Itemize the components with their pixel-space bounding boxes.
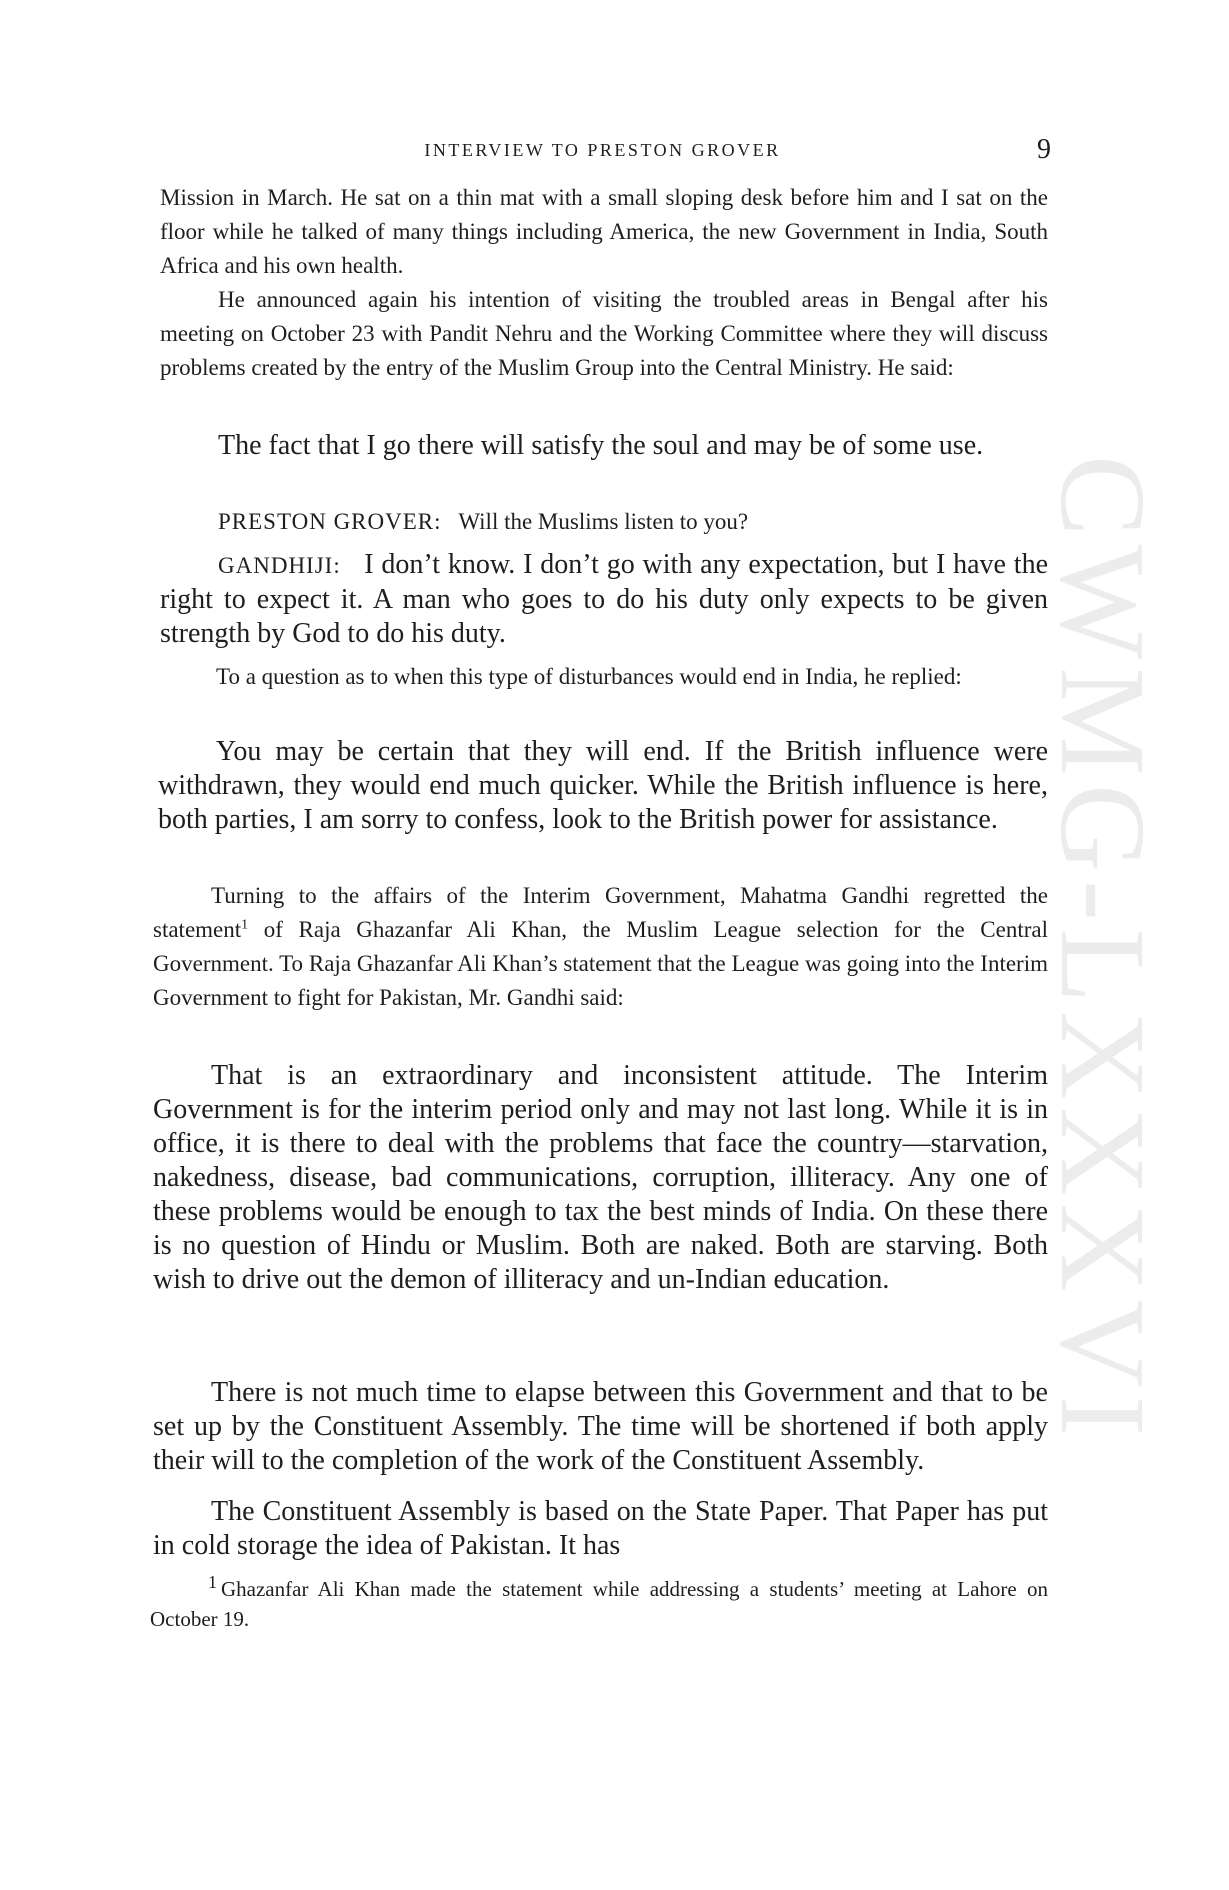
- footnote-reference: 1: [241, 917, 249, 933]
- footnote-mark: 1: [208, 1572, 217, 1592]
- speaker-preston-grover: PRESTON GROVER:: [218, 509, 442, 534]
- quote-satisfy-soul: The fact that I go there will satisfy the soul and may be of some use.: [218, 430, 984, 461]
- footnote-text: Ghazanfar Ali Khan made the statement while addressing a students’ meeting at Lahore on October 19.: [150, 1577, 1048, 1631]
- paragraph-announcement: He announced again his intention of visiting the troubled areas in Bengal after his meeting on October 23 with Pandit Nehru and the Working Committee where they will discuss problems created by the entry of the Muslim Group into the Central Ministry. He said:: [160, 287, 1048, 380]
- exchange-question: [218, 505, 1048, 539]
- quote-extraordinary-attitude: That is an extraordinary and inconsistent attitude. The Interim Government is for the interim period only and may not last long. While it is in office, it is there to deal with the problems that face the country—starvation, nakedness, disease, bad communications, corruption, illiteracy. Any one of these problems would be enough to tax the best minds of India. On these there is no question of Hindu or Muslim. Both are naked. Both are starving. Both wish to drive out the demon of illiteracy and un-Indian education.: [153, 1060, 1048, 1295]
- answer-text: I don’t know. I don’t go with any expectation, but I have the right to expect it. A man who goes to do his duty only expects to be given strength by God to do his duty.: [160, 549, 1049, 649]
- exchange-answer: [160, 548, 1048, 651]
- speaker-gandhiji: GANDHIJI:: [218, 553, 341, 578]
- page-header: [150, 134, 1055, 170]
- footnote: [150, 1574, 1048, 1634]
- question-text: Will the Muslims listen to you?: [458, 509, 749, 534]
- paragraph-interim-text-b: of Raja Ghazanfar Ali Khan, the Muslim League selection for the Central Government. To Raja Ghazanfar Ali Khan’s statement that the League was going into the Interim Government to fight for Pakistan, Mr. Gandhi said:: [153, 917, 1048, 1010]
- page-number: 9: [1037, 134, 1051, 165]
- watermark-text: CWMG-LXXXVI: [1035, 455, 1170, 1445]
- paragraph-interim-government: [153, 879, 1048, 1015]
- paragraph-interim-text-a: Turning to the affairs of the Interim Government, Mahatma Gandhi regretted the statement: [153, 883, 1048, 942]
- paragraph-mission: Mission in March. He sat on a thin mat with a small sloping desk before him and I sat on the floor while he talked of many things including America, the new Government in India, South Africa and his own health.: [160, 185, 1048, 278]
- quote-state-paper: The Constituent Assembly is based on the State Paper. That Paper has put in cold storage the idea of Pakistan. It has: [153, 1496, 1048, 1561]
- quote-they-will-end: You may be certain that they will end. If the British influence were withdrawn, they would end much quicker. While the British influence is here, both parties, I am sorry to confess, look to the British power for assistance.: [158, 736, 1048, 835]
- paragraph-disturbances: To a question as to when this type of disturbances would end in India, he replied:: [216, 664, 962, 689]
- running-head: INTERVIEW TO PRESTON GROVER: [424, 140, 781, 160]
- watermark: [1035, 350, 1170, 1550]
- quote-constituent-assembly-time: There is not much time to elapse between this Government and that to be set up by the Constituent Assembly. The time will be shortened if both apply their will to the completion of the work of the Constituent Assembly.: [153, 1377, 1048, 1476]
